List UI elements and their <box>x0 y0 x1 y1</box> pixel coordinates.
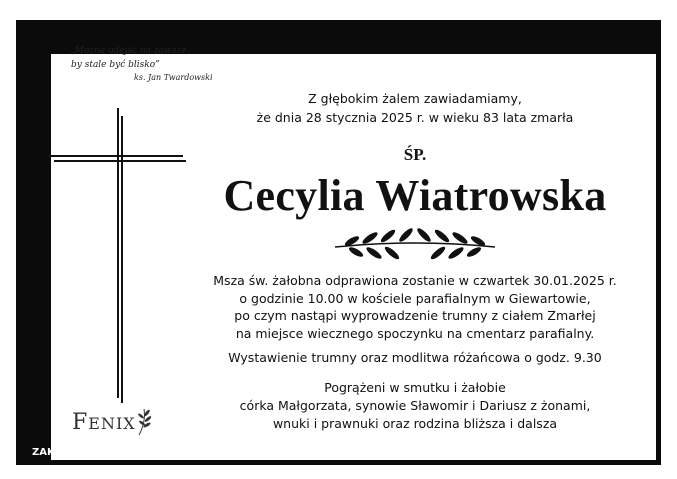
quote-author: ks. Jan Twardowski <box>134 73 213 82</box>
fenix-laurel-icon <box>136 407 154 437</box>
funeral-home-name: ZAKŁAD POGRZEBOWY M.M. Cajler <box>32 447 229 458</box>
deceased-name: Cecylia Wiatrowska <box>223 171 607 220</box>
cross-icon <box>48 108 188 408</box>
announcement-line-1: Z głębokim żalem zawiadamiamy, <box>308 91 522 106</box>
wake-info: Wystawienie trumny oraz modlitwa różańcowa o godz. 9.30 <box>228 350 602 365</box>
mourners-line-1: Pogrążeni w smutku i żałobie <box>324 380 506 395</box>
announcement-line-2: że dnia 28 stycznia 2025 r. w wieku 83 lata zmarła <box>256 110 574 125</box>
laurel-branch-icon <box>330 227 500 263</box>
quote-line-1: „Można odejść na zawsze, <box>70 46 190 56</box>
mourners-line-3: wnuki i prawnuki oraz rodzina bliższa i dalsza <box>272 416 558 431</box>
quote-line-2: by stale być blisko” <box>71 60 160 70</box>
funeral-home-address: Słupca, Plac Szkolny 2, tel. 695 407 187 <box>446 448 649 458</box>
deceased-prefix: ŚP. <box>403 145 427 164</box>
logo-initial: F <box>72 410 89 435</box>
fenix-logo <box>72 410 136 435</box>
mass-line-2: o godzinie 10.00 w kościele parafialnym w Giewartowie, <box>239 291 591 306</box>
logo-rest: ENIX <box>88 414 136 433</box>
mass-line-3: po czym nastąpi wyprowadzenie trumny z ciałem Zmarłej <box>234 308 596 323</box>
mass-line-4: na miejsce wiecznego spoczynku na cmentarz parafialny. <box>235 326 595 341</box>
mourners-line-2: córka Małgorzata, synowie Sławomir i Dariusz z żonami, <box>239 398 591 413</box>
mass-line-1: Msza św. żałobna odprawiona zostanie w czwartek 30.01.2025 r. <box>213 273 617 288</box>
